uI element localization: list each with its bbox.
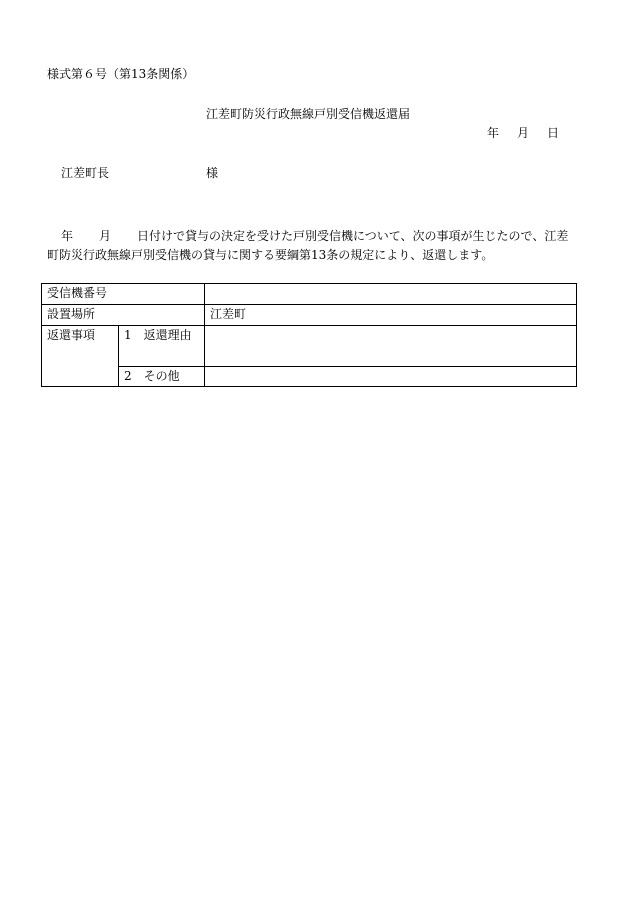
table-row [42,367,577,387]
return-form-table [41,283,577,387]
reason-field[interactable] [205,326,577,367]
table-row [42,284,577,305]
date-day-label: 日 [547,126,560,140]
body-year-label: 年 [61,229,74,243]
document-title: 江差町防災行政無線戸別受信機返還届 [206,107,411,121]
table-row [42,305,577,326]
receiver-number-label: 受信機番号 [42,284,205,305]
install-location-field[interactable]: 江差町 [205,305,577,326]
honorific: 様 [206,166,219,180]
install-location-label: 設置場所 [42,305,205,326]
date-year-label: 年 [487,126,500,140]
body-text: 日付けで貸与の決定を受けた戸別受信機について、次の事項が生じたので、江差町防災行政無線戸別受信機の貸与に関する要綱第13条の規定により、返還します。 [47,229,569,262]
body-month-label: 月 [99,229,112,243]
body-paragraph [47,227,580,265]
date-line [487,126,559,140]
other-label: 2 その他 [119,367,205,387]
form-number-label: 様式第６号（第13条関係） [47,67,195,81]
return-items-label: 返還事項 [42,326,119,387]
receiver-number-field[interactable] [205,284,577,305]
date-month-label: 月 [517,126,530,140]
reason-label: 1 返還理由 [119,326,205,367]
other-field[interactable] [205,367,577,387]
table-row [42,326,577,367]
addressee: 江差町長 [61,166,110,180]
